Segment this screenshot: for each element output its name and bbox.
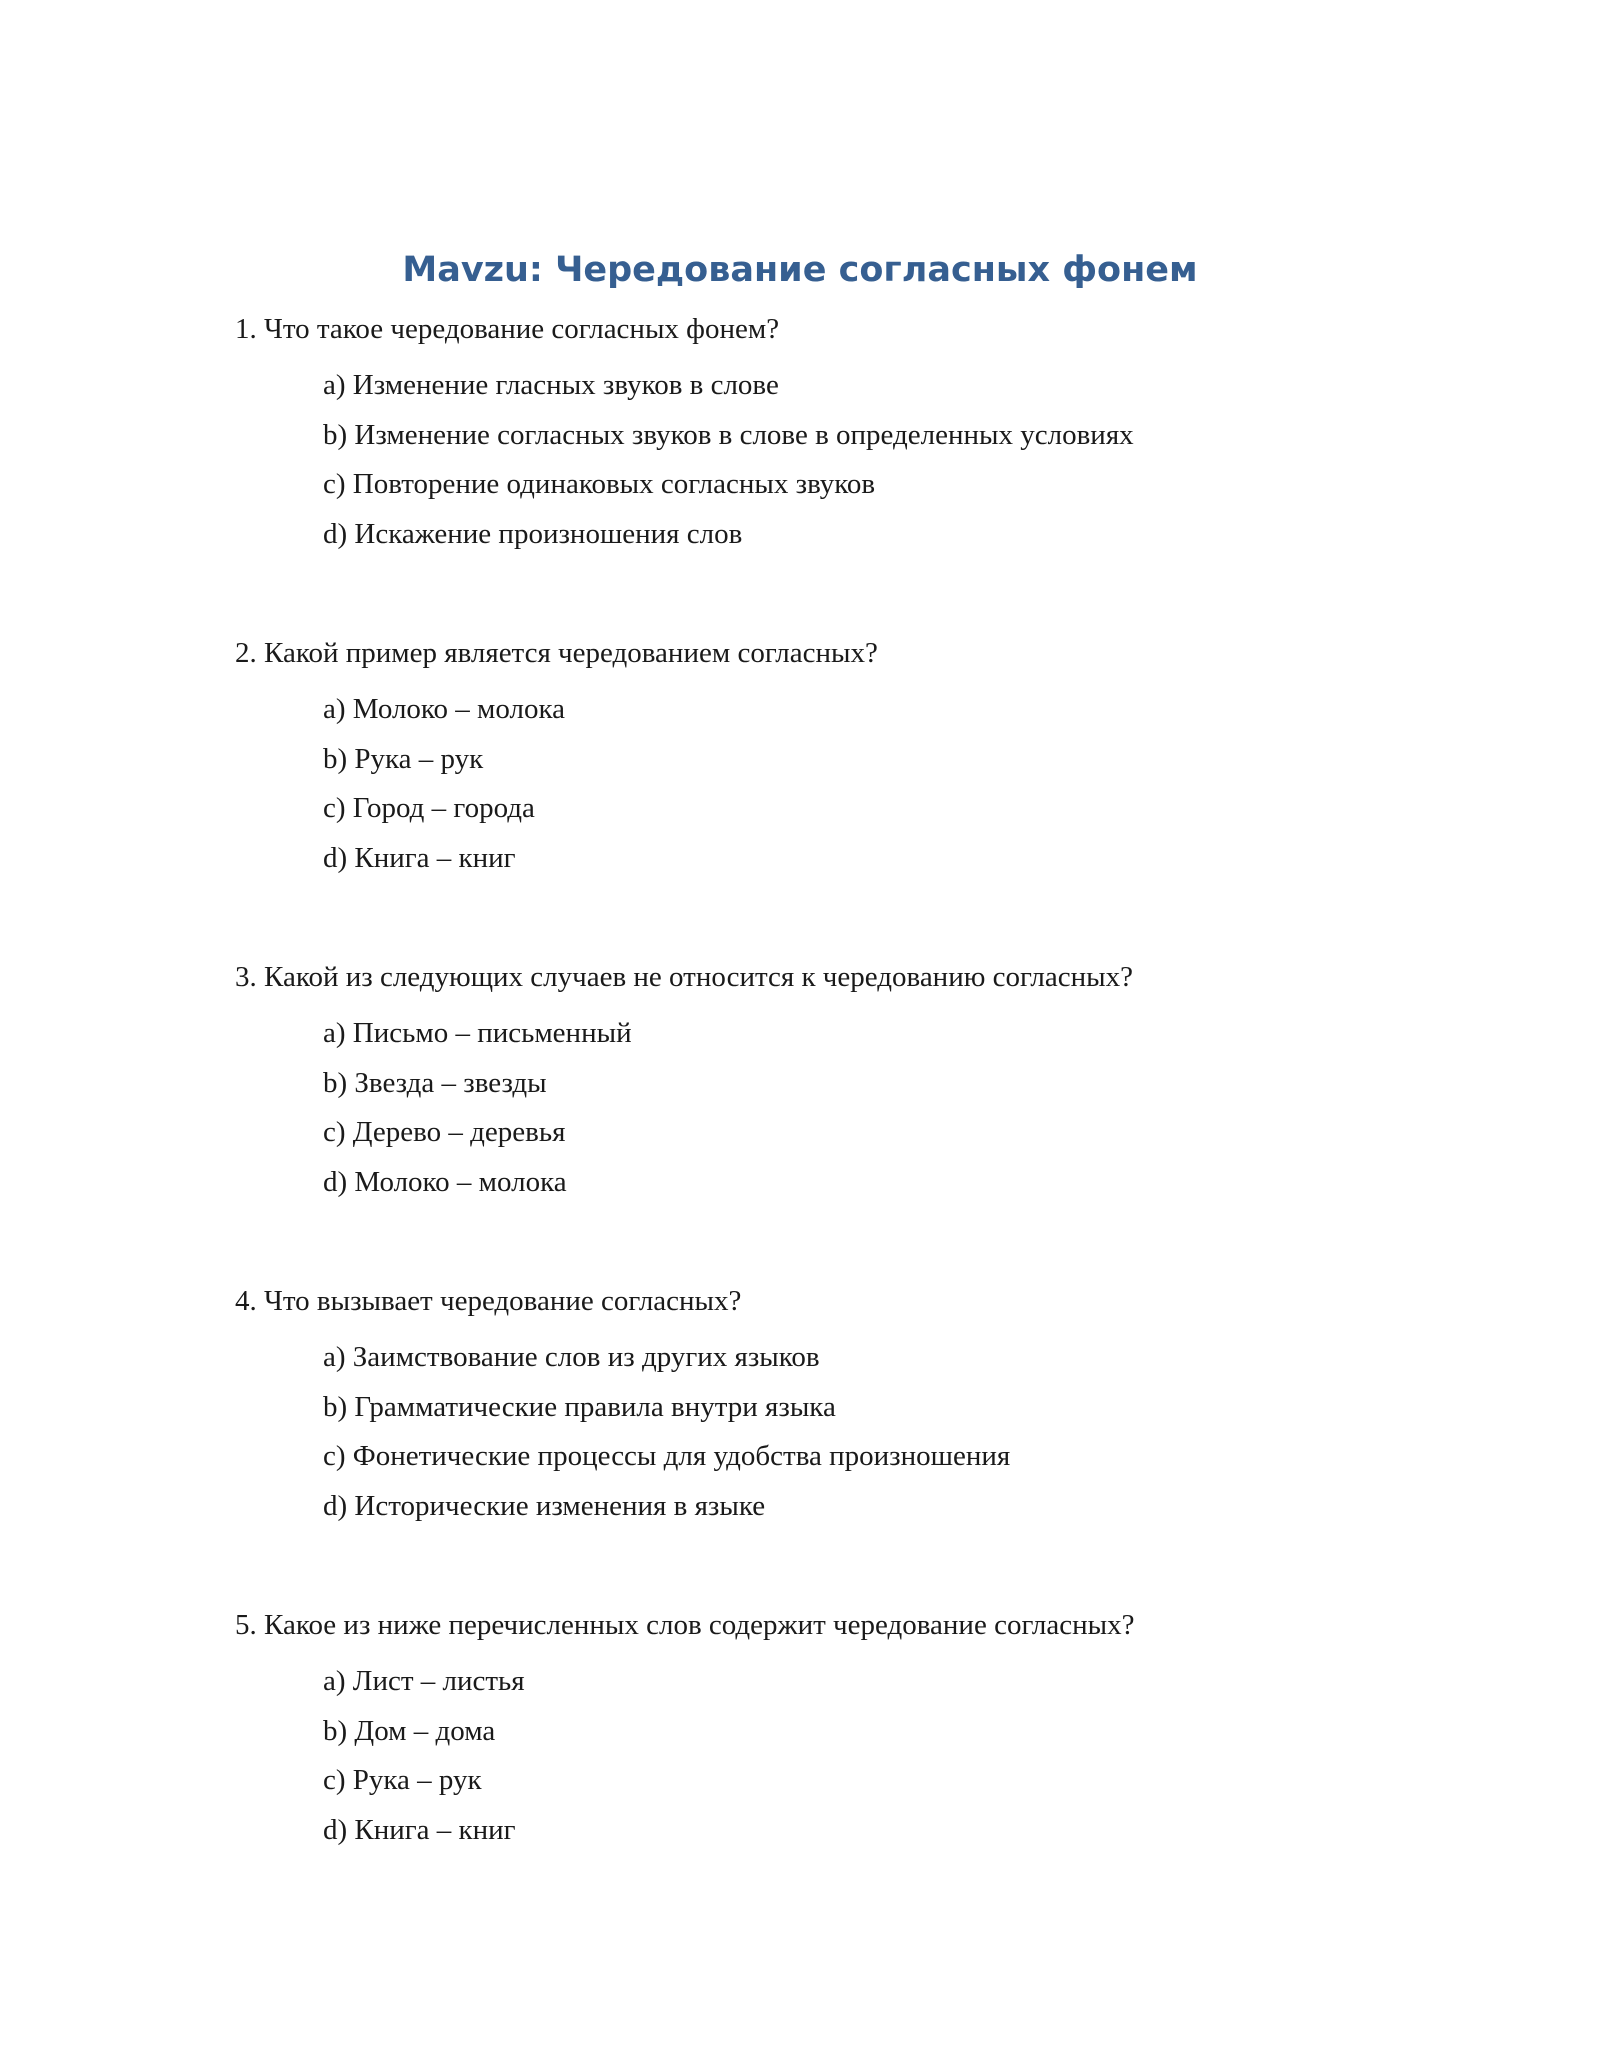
quiz — [235, 305, 1435, 1925]
question-1 — [235, 305, 1435, 629]
answer-option: c) Фонетические процессы для удобства произношения — [323, 1440, 1011, 1472]
answer-option: b) Звезда – звезды — [323, 1066, 547, 1099]
answer-options — [235, 1333, 1435, 1531]
answer-option: a) Молоко – молока — [323, 693, 566, 725]
answer-option: a) Заимствование слов из других языков — [323, 1341, 820, 1373]
answer-option: c) Город – города — [323, 792, 535, 824]
question-2 — [235, 629, 1435, 953]
answer-option: d) Искажение произношения слов — [323, 517, 743, 550]
answer-options — [235, 361, 1435, 559]
answer-option: d) Книга – книг — [323, 1813, 516, 1846]
answer-option: a) Письмо – письменный — [323, 1017, 632, 1049]
answer-option: d) Исторические изменения в языке — [323, 1489, 766, 1522]
answer-option: b) Изменение согласных звуков в слове в определенных условиях — [323, 418, 1134, 451]
question-3 — [235, 953, 1435, 1277]
question-5 — [235, 1601, 1435, 1925]
answer-option: b) Грамматические правила внутри языка — [323, 1390, 836, 1423]
question-text: 4. Что вызывает чередование согласных? — [235, 1285, 742, 1317]
question-4 — [235, 1277, 1435, 1601]
answer-option: b) Рука – рук — [323, 742, 484, 775]
question-text: 5. Какое из ниже перечисленных слов содержит чередование согласных? — [235, 1609, 1135, 1641]
answer-option: b) Дом – дома — [323, 1714, 496, 1747]
answer-option: a) Изменение гласных звуков в слове — [323, 369, 779, 401]
answer-option: c) Повторение одинаковых согласных звуков — [323, 468, 876, 500]
answer-option: d) Книга – книг — [323, 841, 516, 874]
answer-option: d) Молоко – молока — [323, 1165, 567, 1198]
answer-options — [235, 685, 1435, 883]
question-text: 3. Какой из следующих случаев не относится к чередованию согласных? — [235, 961, 1134, 993]
answer-option: c) Рука – рук — [323, 1764, 482, 1796]
answer-options — [235, 1009, 1435, 1207]
question-text: 2. Какой пример является чередованием согласных? — [235, 637, 878, 669]
question-text: 1. Что такое чередование согласных фонем? — [235, 313, 780, 345]
answer-options — [235, 1657, 1435, 1855]
answer-option: c) Дерево – деревья — [323, 1116, 566, 1148]
answer-option: a) Лист – листья — [323, 1665, 525, 1697]
document-title: Mavzu: Чередование согласных фонем — [402, 250, 1198, 290]
